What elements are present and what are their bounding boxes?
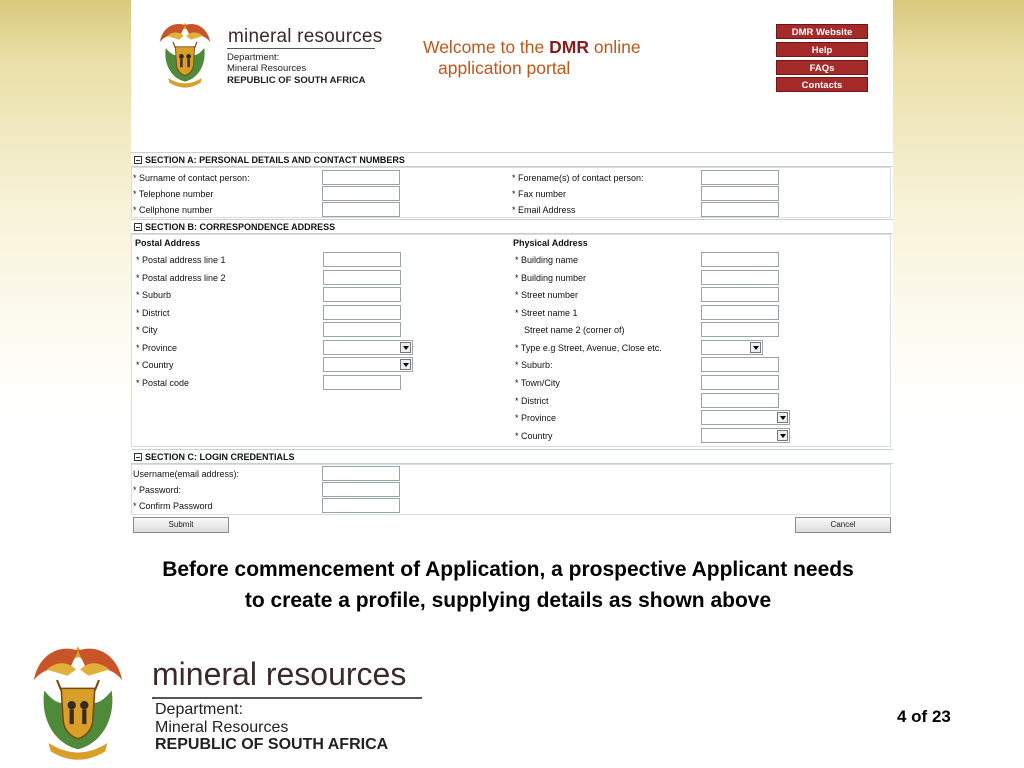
postal-line2-input[interactable] <box>323 270 401 285</box>
physical-suburb-input[interactable] <box>701 357 779 372</box>
postal-city-label: * City <box>136 325 158 335</box>
slide-caption: Before commencement of Application, a prospective Applicant needs to create a profile, supplying details as shown above <box>162 558 854 612</box>
physical-district-label: * District <box>515 396 549 406</box>
street-name2-label: Street name 2 (corner of) <box>524 325 625 335</box>
footer-brand-title: mineral resources <box>152 656 407 692</box>
street-name1-input[interactable] <box>701 305 779 320</box>
collapse-icon[interactable] <box>134 453 142 461</box>
brand-divider <box>227 48 375 49</box>
confirm-password-label: * Confirm Password <box>133 501 213 511</box>
postal-province-select[interactable] <box>323 340 413 355</box>
welcome-pre: Welcome to the <box>423 37 550 57</box>
collapse-icon[interactable] <box>134 223 142 231</box>
confirm-password-input[interactable] <box>322 498 400 513</box>
street-type-label: * Type e.g Street, Avenue, Close etc. <box>515 343 662 353</box>
username-input[interactable] <box>322 466 400 481</box>
dept-line2: Mineral Resources <box>227 63 307 74</box>
physical-country-label: * Country <box>515 431 553 441</box>
email-label: * Email Address <box>512 205 576 215</box>
postal-district-label: * District <box>136 308 170 318</box>
physical-suburb-label: * Suburb: <box>515 360 553 370</box>
postal-country-select[interactable] <box>323 357 413 372</box>
physical-district-input[interactable] <box>701 393 779 408</box>
contacts-button[interactable]: Contacts <box>776 77 868 92</box>
chevron-down-icon[interactable] <box>750 342 761 353</box>
chevron-down-icon[interactable] <box>777 430 788 441</box>
chevron-down-icon[interactable] <box>400 359 411 370</box>
fax-input[interactable] <box>701 186 779 201</box>
building-number-label: * Building number <box>515 273 587 283</box>
password-input[interactable] <box>322 482 400 497</box>
dept-line1: Department: <box>227 52 280 63</box>
street-number-input[interactable] <box>701 287 779 302</box>
street-name1-label: * Street name 1 <box>515 308 578 318</box>
postal-code-label: * Postal code <box>136 378 190 388</box>
fax-label: * Fax number <box>512 189 567 199</box>
footer-dept-subtitle <box>155 701 288 737</box>
section-c-title: SECTION C: LOGIN CREDENTIALS <box>145 452 295 462</box>
welcome-dmr: DMR <box>549 37 589 57</box>
forename-label: * Forename(s) of contact person: <box>512 173 644 183</box>
section-b-title: SECTION B: CORRESPONDENCE ADDRESS <box>145 222 336 232</box>
postal-suburb-input[interactable] <box>323 287 401 302</box>
street-name2-input[interactable] <box>701 322 779 337</box>
surname-input[interactable] <box>322 170 400 185</box>
footer-dept-country: REPUBLIC OF SOUTH AFRICA <box>155 736 389 753</box>
postal-district-input[interactable] <box>323 305 401 320</box>
postal-line2-label: * Postal address line 2 <box>136 273 226 283</box>
help-button[interactable]: Help <box>776 42 868 57</box>
dept-country: REPUBLIC OF SOUTH AFRICA <box>227 75 366 86</box>
footer-brand-divider <box>152 697 422 699</box>
street-type-select[interactable] <box>701 340 763 355</box>
page-indicator: 4 of 23 <box>897 707 951 726</box>
footer-dept-line1: Department: <box>155 701 244 718</box>
faqs-button[interactable]: FAQs <box>776 60 868 75</box>
welcome-post: online <box>588 37 641 57</box>
physical-address-heading: Physical Address <box>513 238 588 248</box>
town-city-input[interactable] <box>701 375 779 390</box>
chevron-down-icon[interactable] <box>400 342 411 353</box>
collapse-icon[interactable] <box>134 156 142 164</box>
postal-code-input[interactable] <box>323 375 401 390</box>
postal-province-label: * Province <box>136 343 178 353</box>
postal-suburb-label: * Suburb <box>136 290 172 300</box>
street-number-label: * Street number <box>515 290 579 300</box>
building-number-input[interactable] <box>701 270 779 285</box>
surname-label: * Surname of contact person: <box>133 173 250 183</box>
section-a-title: SECTION A: PERSONAL DETAILS AND CONTACT NUMBERS <box>145 155 405 165</box>
telephone-input[interactable] <box>322 186 400 201</box>
physical-province-select[interactable] <box>701 410 790 425</box>
postal-city-input[interactable] <box>323 322 401 337</box>
town-city-label: * Town/City <box>515 378 560 388</box>
dmr-website-button[interactable]: DMR Website <box>776 24 868 39</box>
postal-line1-input[interactable] <box>323 252 401 267</box>
coat-of-arms-icon <box>155 12 215 96</box>
username-label: Username(email address): <box>133 469 240 479</box>
welcome-heading <box>423 37 641 79</box>
cancel-button[interactable]: Cancel <box>795 517 891 533</box>
telephone-label: * Telephone number <box>133 189 214 199</box>
footer-dept-line2: Mineral Resources <box>155 719 289 736</box>
dept-brand-title: mineral resources <box>228 26 383 47</box>
section-a-header[interactable] <box>131 152 893 167</box>
submit-button[interactable]: Submit <box>133 517 229 533</box>
building-name-input[interactable] <box>701 252 779 267</box>
cellphone-label: * Cellphone number <box>133 205 213 215</box>
password-label: * Password: <box>133 485 182 495</box>
postal-country-label: * Country <box>136 360 174 370</box>
email-input[interactable] <box>701 202 779 217</box>
physical-country-select[interactable] <box>701 428 790 443</box>
application-form-panel <box>131 0 893 540</box>
section-b-header[interactable] <box>131 219 893 234</box>
forename-input[interactable] <box>701 170 779 185</box>
coat-of-arms-icon <box>24 638 132 764</box>
building-name-label: * Building name <box>515 255 579 265</box>
cellphone-input[interactable] <box>322 202 400 217</box>
chevron-down-icon[interactable] <box>777 412 788 423</box>
postal-address-heading: Postal Address <box>135 238 201 248</box>
section-c-header[interactable] <box>131 449 893 464</box>
dept-subtitle <box>227 52 306 74</box>
postal-line1-label: * Postal address line 1 <box>136 255 226 265</box>
section-c-body <box>131 464 891 515</box>
physical-province-label: * Province <box>515 413 557 423</box>
welcome-line2: application portal <box>438 58 571 78</box>
